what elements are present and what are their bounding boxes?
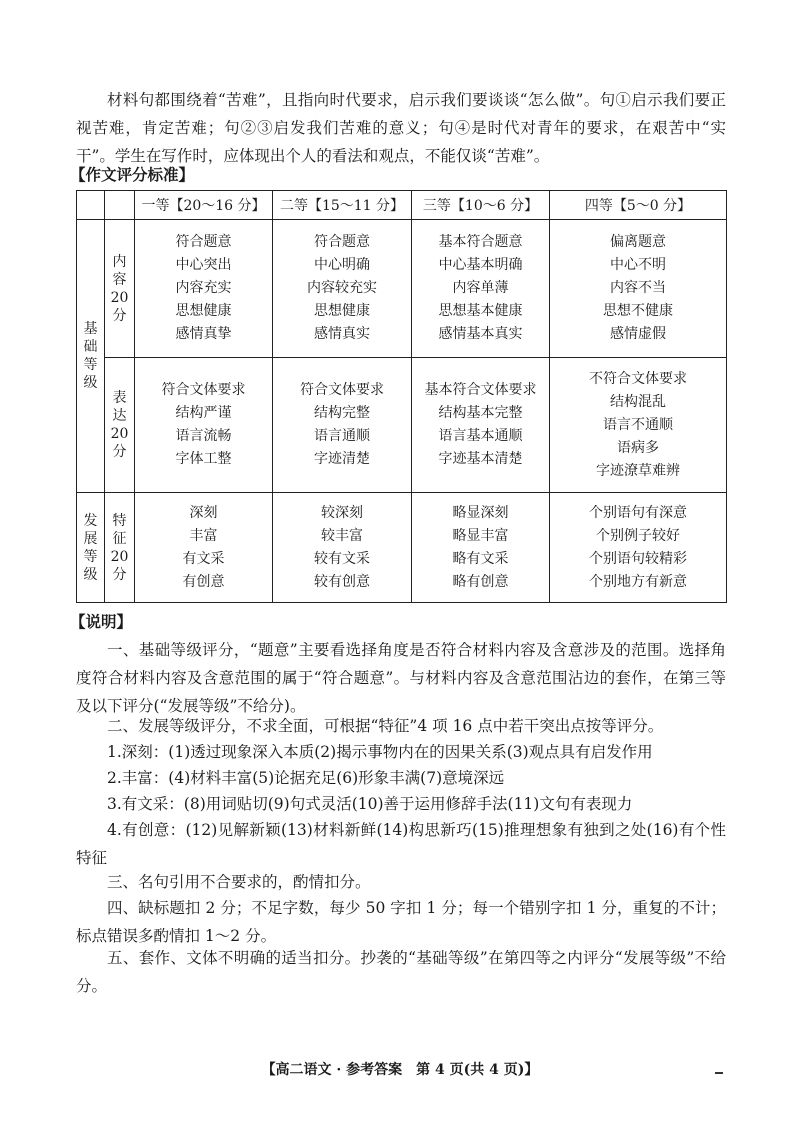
criterion: 符合文体要求 bbox=[161, 382, 246, 398]
expression-grade-4 bbox=[550, 358, 727, 493]
rubric-header-row bbox=[77, 191, 727, 220]
note-2-item-2: 2.丰富：(4)材料丰富(5)论据充足(6)形象丰满(7)意境深远 bbox=[107, 769, 505, 787]
criterion: 不符合文体要求 bbox=[589, 370, 687, 387]
feature-grade-4 bbox=[550, 493, 727, 603]
expression-grade-3 bbox=[412, 358, 550, 493]
criterion: 思想不健康 bbox=[603, 303, 673, 319]
criterion: 有创意 bbox=[182, 573, 225, 590]
criterion: 内容单薄 bbox=[452, 280, 509, 296]
content-unit: 分 bbox=[112, 307, 127, 324]
feature-score: 20 bbox=[110, 548, 129, 565]
criterion: 较深刻 bbox=[321, 504, 363, 521]
content-label bbox=[105, 220, 135, 358]
development-level-char: 发 bbox=[83, 512, 98, 529]
expression-label-char: 表 bbox=[112, 390, 127, 406]
note-2: 二、发展等级评分，不求全面，可根据“特征”4 项 16 点中若干突出点按等评分。 bbox=[107, 717, 664, 735]
expression-label bbox=[105, 358, 135, 493]
criterion: 偏离题意 bbox=[610, 234, 666, 250]
content-label-char: 容 bbox=[112, 271, 127, 288]
criterion: 语言流畅 bbox=[175, 428, 232, 444]
criterion: 深刻 bbox=[189, 504, 218, 521]
criterion: 略有文采 bbox=[452, 550, 509, 567]
criterion: 符合题意 bbox=[314, 234, 370, 250]
expression-grade-2 bbox=[273, 358, 412, 493]
basic-level-label bbox=[77, 220, 105, 493]
note-5: 五、套作、文体不明确的适当扣分。抄袭的“基础等级”在第四等之内评分“发展等级”不给分。 bbox=[76, 949, 726, 995]
criterion: 结构严谨 bbox=[175, 405, 232, 421]
content-grade-3 bbox=[412, 220, 550, 358]
criterion: 中心突出 bbox=[175, 257, 232, 273]
criterion: 字迹潦草难辨 bbox=[596, 462, 680, 479]
development-level-char: 展 bbox=[83, 530, 98, 547]
criterion: 结构基本完整 bbox=[438, 405, 523, 421]
criterion: 符合题意 bbox=[175, 234, 232, 250]
content-row bbox=[77, 220, 727, 358]
criterion: 感情基本真实 bbox=[438, 326, 523, 342]
criterion: 个别语句较精彩 bbox=[589, 550, 687, 567]
criterion: 感情真挚 bbox=[175, 326, 232, 342]
note-2-item-4: 4.有创意：(12)见解新颖(13)材料新鲜(14)构思新巧(15)推理想象有独到之处(16)有个性特征 bbox=[76, 821, 726, 867]
feature-grade-1 bbox=[135, 493, 273, 603]
criterion: 语言通顺 bbox=[314, 428, 370, 444]
criterion: 较丰富 bbox=[321, 527, 363, 544]
expression-row bbox=[77, 358, 727, 493]
expression-grade-1 bbox=[135, 358, 273, 493]
note-2-item-1: 1.深刻：(1)透过现象深入本质(2)揭示事物内在的因果关系(3)观点具有启发作用 bbox=[107, 743, 653, 761]
feature-grade-2 bbox=[273, 493, 412, 603]
criterion: 语言不通顺 bbox=[603, 416, 673, 433]
rubric-table bbox=[76, 190, 727, 603]
feature-label-char: 征 bbox=[112, 530, 127, 547]
criterion: 思想健康 bbox=[175, 303, 232, 319]
development-level-label bbox=[77, 493, 105, 603]
feature-grade-3 bbox=[412, 493, 550, 603]
criterion: 内容充实 bbox=[175, 280, 232, 296]
feature-label-char: 特 bbox=[112, 512, 127, 529]
basic-level-char: 础 bbox=[83, 339, 98, 355]
content-label-char: 内 bbox=[112, 253, 127, 270]
note-2-item-3: 3.有文采：(8)用词贴切(9)句式灵活(10)善于运用修辞手法(11)文句有表现力 bbox=[107, 795, 633, 813]
criterion: 语言基本通顺 bbox=[438, 428, 523, 444]
expression-score: 20 bbox=[110, 426, 129, 442]
corner-mark bbox=[715, 1072, 723, 1074]
criterion: 较有创意 bbox=[314, 573, 370, 590]
note-1: 一、基础等级评分，“题意”主要看选择角度是否符合材料内容及含意涉及的范围。选择角度符合材料内容及含意范围的属于“符合题意”。与材料内容及含意范围沾边的套作，在第三等及以下评分(“发展等级”不给分)。 bbox=[76, 641, 726, 715]
criterion: 内容不当 bbox=[610, 280, 666, 296]
development-level-char: 级 bbox=[83, 566, 98, 583]
content-grade-2 bbox=[273, 220, 412, 358]
criterion: 字迹清楚 bbox=[314, 451, 370, 467]
intro-paragraph: 材料句都围绕着“苦难”，且指向时代要求，启示我们要谈谈“怎么做”。句①启示我们要正视苦难，肯定苦难；句②③启发我们苦难的意义；句④是时代对青年的要求，在艰苦中“实干”。学生在写作时，应体现出个人的看法和观点，不能仅谈“苦难”。 bbox=[76, 91, 726, 165]
grade-1-header: 一等【20～16 分】 bbox=[135, 191, 273, 220]
expression-label-char: 达 bbox=[112, 408, 127, 424]
criterion: 结构完整 bbox=[314, 405, 370, 421]
criterion: 较有文采 bbox=[314, 550, 370, 567]
criterion: 内容较充实 bbox=[307, 280, 377, 296]
content-grade-4 bbox=[550, 220, 727, 358]
content-score: 20 bbox=[110, 289, 129, 306]
criterion: 个别例子较好 bbox=[596, 527, 680, 544]
feature-unit: 分 bbox=[112, 566, 127, 583]
criterion: 略显深刻 bbox=[452, 504, 509, 521]
criterion: 基本符合文体要求 bbox=[424, 382, 537, 398]
note-4: 四、缺标题扣 2 分；不足字数，每少 50 字扣 1 分；每一个错别字扣 1 分，重复的不计；标点错误多酌情扣 1～2 分。 bbox=[76, 899, 726, 945]
criterion: 字体工整 bbox=[175, 451, 232, 467]
criterion: 符合文体要求 bbox=[300, 382, 384, 398]
content-grade-1 bbox=[135, 220, 273, 358]
criterion: 中心不明 bbox=[610, 257, 666, 273]
grade-3-header: 三等【10～6 分】 bbox=[412, 191, 550, 220]
criterion: 略有创意 bbox=[452, 573, 509, 590]
criterion: 思想健康 bbox=[314, 303, 370, 319]
basic-level-char: 等 bbox=[83, 357, 98, 373]
feature-label bbox=[105, 493, 135, 603]
header-corner bbox=[77, 191, 105, 220]
criterion: 个别语句有深意 bbox=[589, 504, 687, 521]
header-corner-2 bbox=[105, 191, 135, 220]
basic-level-char: 级 bbox=[83, 375, 98, 391]
criterion: 思想基本健康 bbox=[438, 303, 523, 319]
criterion: 中心明确 bbox=[314, 257, 370, 273]
notes-heading: 【说明】 bbox=[70, 612, 133, 631]
basic-level-char: 基 bbox=[83, 321, 98, 337]
criterion: 感情虚假 bbox=[610, 326, 666, 342]
criterion: 略显丰富 bbox=[452, 527, 509, 544]
criterion: 字迹基本清楚 bbox=[438, 451, 523, 467]
criterion: 感情真实 bbox=[314, 326, 370, 342]
note-3: 三、名句引用不合要求的，酌情扣分。 bbox=[107, 873, 371, 891]
feature-row bbox=[77, 493, 727, 603]
criterion: 中心基本明确 bbox=[438, 257, 523, 273]
criterion: 个别地方有新意 bbox=[589, 573, 687, 590]
criterion: 结构混乱 bbox=[610, 393, 666, 410]
grade-4-header: 四等【5～0 分】 bbox=[550, 191, 727, 220]
criterion: 语病多 bbox=[617, 439, 659, 456]
development-level-char: 等 bbox=[83, 548, 98, 565]
grade-2-header: 二等【15～11 分】 bbox=[273, 191, 412, 220]
page-footer: 【高二语文 · 参考答案 第 4 页(共 4 页)】 bbox=[261, 1062, 539, 1078]
criterion: 丰富 bbox=[189, 527, 218, 544]
rubric-heading: 【作文评分标准】 bbox=[70, 165, 195, 184]
expression-unit: 分 bbox=[112, 444, 127, 460]
criterion: 有文采 bbox=[182, 550, 225, 567]
criterion: 基本符合题意 bbox=[438, 234, 523, 250]
